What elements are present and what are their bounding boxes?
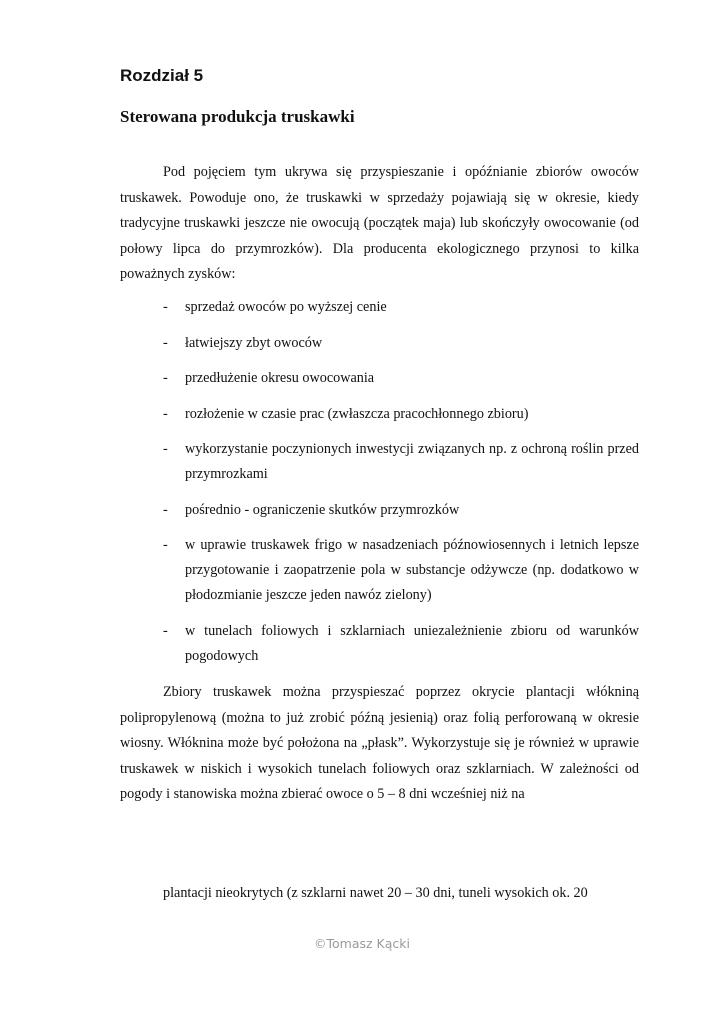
list-item-text: pośrednio - ograniczenie skutków przymrozków (185, 501, 460, 518)
list-item (120, 331, 639, 356)
bullet-dash: - (163, 370, 168, 386)
list-item-text: w tunelach foliowych i szklarniach uniezależnienie zbioru od warunków pogodowych (185, 622, 639, 664)
list-item (120, 437, 639, 487)
list-item (120, 533, 639, 608)
chapter-heading: Rozdział 5 (120, 66, 204, 85)
section-title: Sterowana produkcja truskawki (120, 107, 355, 126)
body-paragraph-continued: plantacji nieokrytych (z szklarni nawet 20 – 30 dni, tuneli wysokich ok. 20 (163, 885, 588, 901)
body-paragraph: Zbiory truskawek można przyspieszać poprzez okrycie plantacji włókniną polipropylenową (można to już zrobić późną jesienią) oraz folią perforowaną w okresie wiosny. Włóknina może być położona na „płask”. Wykorzystuje się je również w uprawie truskawek w niskich i wysokich tunelach foliowych oraz szklarniach. W zależności od pogody i stanowiska można zbierać owoce o 5 – 8 dni wcześniej niż na (120, 684, 639, 802)
bullet-dash: - (163, 501, 168, 518)
bullet-dash: - (163, 441, 168, 457)
list-item-text: wykorzystanie poczynionych inwestycji związanych np. z ochroną roślin przed przymrozkami (185, 441, 639, 482)
list-item-text: przedłużenie okresu owocowania (185, 370, 375, 386)
bullet-dash: - (163, 405, 168, 422)
list-item (120, 295, 639, 320)
list-item-text: w uprawie truskawek frigo w nasadzeniach późnowiosennych i letnich lepsze przygotowanie i zaopatrzenie pola w substancje odżywcze (np. dodatkowo w płodozmianie jeszcze jeden nawóz zielony) (185, 537, 639, 603)
bullet-dash: - (163, 334, 168, 351)
list-item (120, 402, 639, 427)
list-item-text: rozłożenie w czasie prac (zwłaszcza pracochłonnego zbioru) (185, 405, 529, 422)
list-item (120, 366, 639, 391)
bullet-dash: - (163, 622, 168, 639)
copyright-footer: ©Tomasz Kącki (314, 936, 410, 951)
bullet-dash: - (163, 537, 168, 553)
list-item-text: łatwiejszy zbyt owoców (185, 334, 323, 351)
list-item-text: sprzedaż owoców po wyższej cenie (185, 299, 387, 315)
list-item (120, 619, 639, 669)
benefits-list (120, 295, 639, 679)
bullet-dash: - (163, 299, 168, 315)
list-item (120, 498, 639, 523)
intro-paragraph: Pod pojęciem tym ukrywa się przyspieszanie i opóźnianie zbiorów owoców truskawek. Powoduje ono, że truskawki w sprzedaży pojawiają się w okresie, kiedy tradycyjne truskawki jeszcze nie owocują (początek maja) lub skończyły owocowanie (od połowy lipca do przymrozków). Dla producenta ekologicznego przynosi to kilka poważnych zysków: (120, 164, 639, 282)
